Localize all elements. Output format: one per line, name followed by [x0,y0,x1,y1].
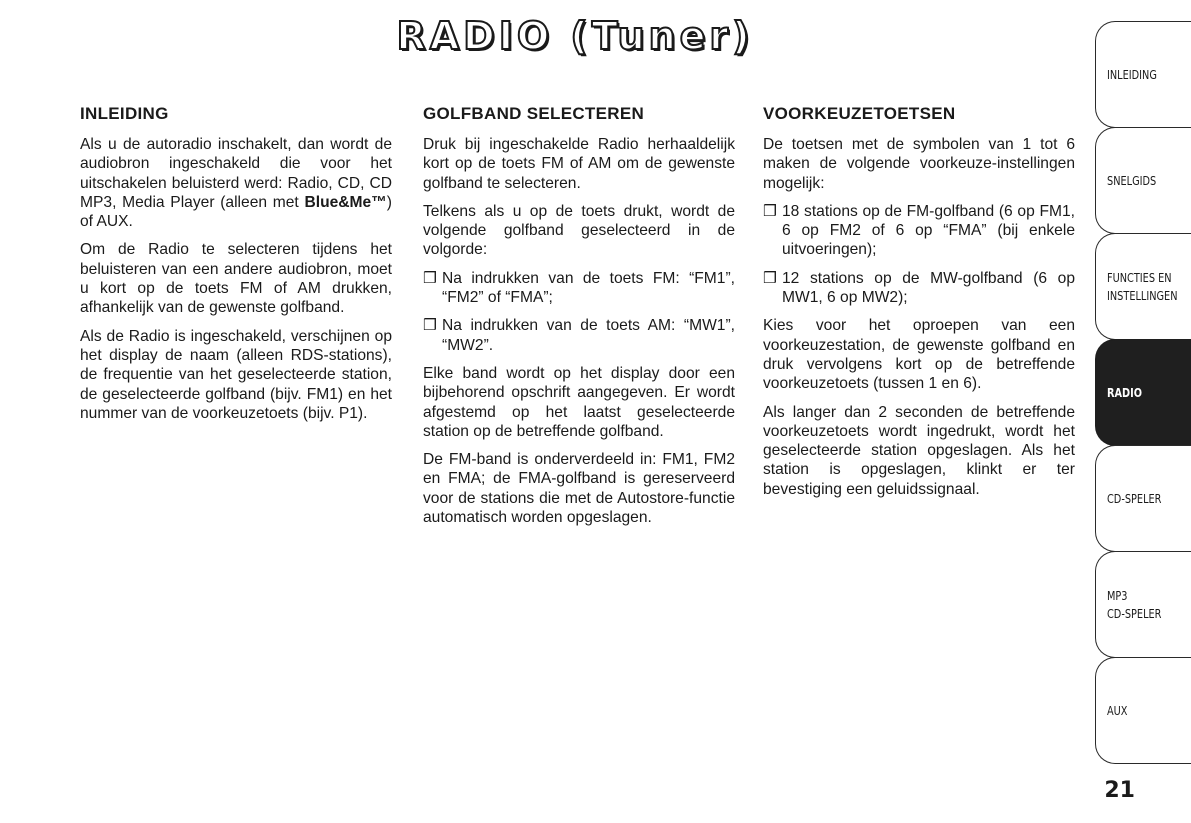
bullet-item: ❒ Na indrukken van de toets AM: “MW1”, “MW2”. [423,317,735,354]
paragraph: Druk bij ingeschakelde Radio herhaaldelijk kort op de toets FM of AM om de gewenste golfband te selecteren. [423,136,735,192]
paragraph: De FM-band is onderverdeeld in: FM1, FM2 en FMA; de FMA-golfband is gereserveerd voor de stations die met de Autostore-functie automatisch worden opgeslagen. [423,451,735,527]
bullet-item: ❒ Na indrukken van de toets FM: “FM1”, “FM2” of “FMA”; [423,269,735,307]
paragraph: Elke band wordt op het display door een bijbehorend opschrift aangegeven. Er wordt afgestemd op het laatst geselecteerde station op de betreffende golfband. [423,364,735,440]
paragraph: Om de Radio te selecteren tijdens het beluisteren van een andere audiobron, moet u kort op de toets FM of AM drukken, afhankelijk van de gewenste golfband. [80,241,392,317]
brand-name: Blue&Me™ [304,193,387,211]
checkbox-bullet-icon: ❒ [423,269,437,287]
paragraph: Als langer dan 2 seconden de betreffende voorkeuzetoets wordt ingedrukt, wordt het geselecteerde station opgeslagen. Als het station is opgeslagen, klinkt er ter bevestiging een geluidssignaal. [763,403,1075,498]
paragraph: Als de Radio is ingeschakeld, verschijnen op het display de naam (alleen RDS-stations), de frequentie van het geselecteerde station, de geselecteerde golfband (bijv. FM1) en het nummer van de voorkeuzetoets (bijv. P1). [80,327,392,422]
section-heading: GOLFBAND SELECTEREN [423,104,645,123]
column-voorkeuzetoetsen [763,104,1075,508]
tab-radio[interactable]: RADIO [1095,339,1191,446]
section-heading: VOORKEUZETOETSEN [763,104,956,123]
bullet-item: ❒ 12 stations op de MW-golfband (6 op MW1, 6 op MW2); [763,269,1075,307]
checkbox-bullet-icon: ❒ [763,202,777,220]
column-inleiding [80,104,392,432]
paragraph: De toetsen met de symbolen van 1 tot 6 maken de volgende voorkeuze-instellingen mogelijk: [763,136,1075,192]
checkbox-bullet-icon: ❒ [423,317,437,335]
section-heading: INLEIDING [80,104,169,123]
paragraph: Telkens als u op de toets drukt, wordt de volgende golfband geselecteerd in de volgorde: [423,202,735,259]
tab-aux[interactable]: AUX [1095,657,1191,764]
tab-functies-en-instellingen[interactable]: FUNCTIES EN INSTELLINGEN [1095,233,1191,340]
bullet-item: ❒ 18 stations op de FM-golfband (6 op FM1, 6 op FM2 of 6 op “FMA” (bij enkele uitvoeringen); [763,202,1075,259]
checkbox-bullet-icon: ❒ [763,269,777,287]
paragraph: Als u de autoradio inschakelt, dan wordt de audiobron ingeschakeld die voor het uitschakelen beluisterd werd: Radio, CD, CD MP3, Media Player (alleen met Blue&Me™) of AUX. [80,136,392,231]
tab-snelgids[interactable]: SNELGIDS [1095,127,1191,234]
tab-inleiding[interactable]: INLEIDING [1095,21,1191,128]
page-number: 21 [1104,778,1135,803]
tab-cd-speler[interactable]: CD-SPELER [1095,445,1191,552]
chapter-tabs [1095,22,1191,764]
column-golfband-selecteren [423,104,735,536]
page-title: RADIO (Tuner) [396,14,754,58]
tab-mp3-cd-speler[interactable]: MP3 CD-SPELER [1095,551,1191,658]
paragraph: Kies voor het oproepen van een voorkeuzestation, de gewenste golfband en druk vervolgens kort op de betreffende voorkeuzetoets (tussen 1 en 6). [763,317,1075,393]
